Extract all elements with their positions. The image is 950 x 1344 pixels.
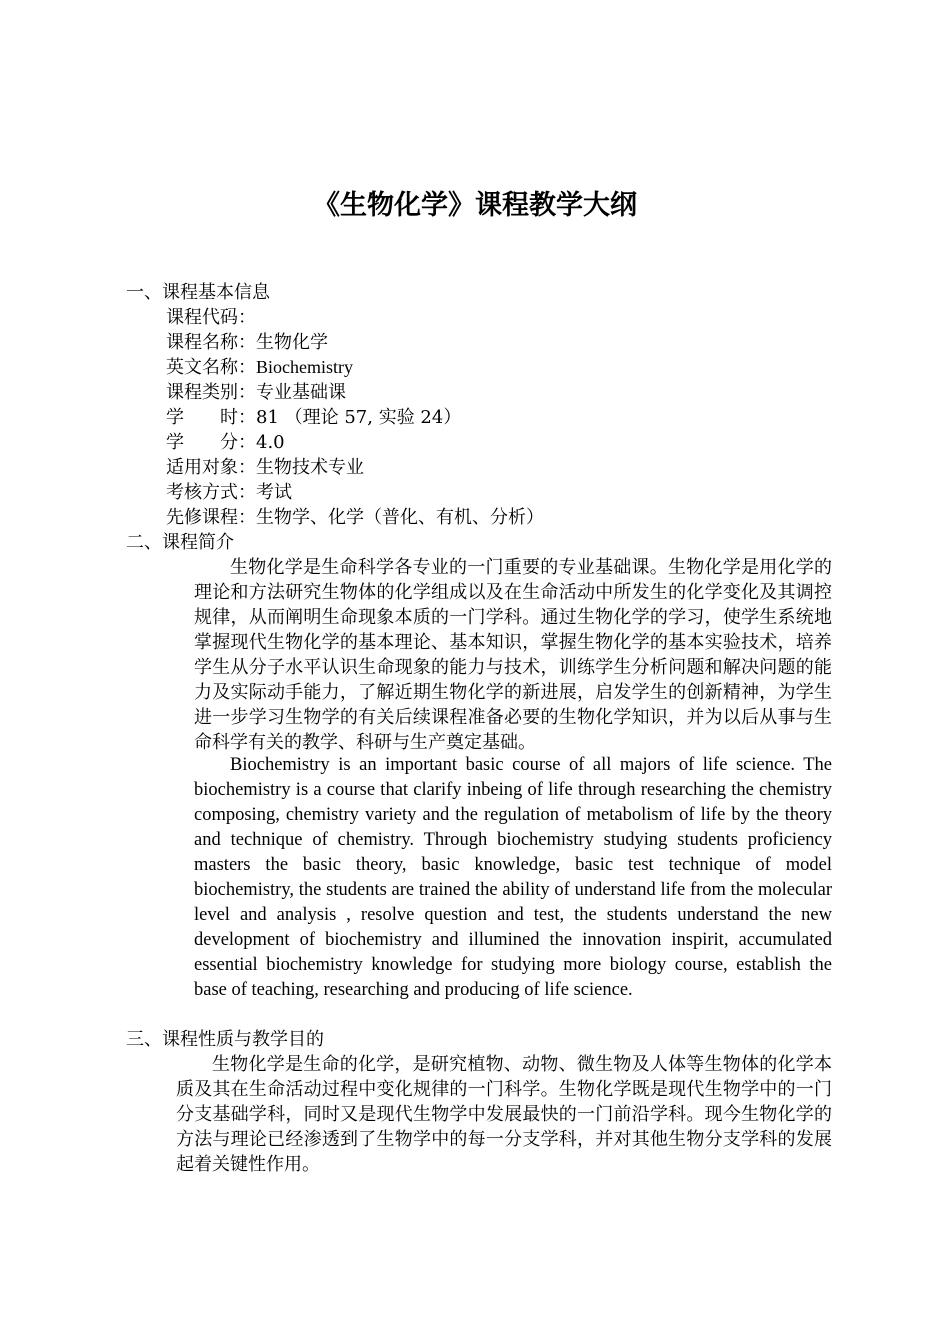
- info-value: 4.0: [256, 432, 285, 453]
- intro-paragraph-english: Biochemistry is an important basic course of all majors of life science. The biochemistry is a course that clarify inbeing of life through researching the chemistry composing, chemistry variety and the regulation of metabolism of life by the theory and technique of chemistry. Through biochemistry studying students proficiency masters the basic theory, basic knowledge, basic test technique of model biochemistry, the students are trained the ability of understand life from the molecular level and analysis , resolve question and test, the students understand the new development of biochemistry and illumined the innovation inspirit, accumulated essential biochemistry knowledge for studying more biology course, establish the base of teaching, researching and producing of life science.: [194, 755, 832, 1000]
- info-row-target-students: [166, 455, 544, 480]
- info-row-credits: [166, 430, 544, 455]
- info-label: 学 分：: [166, 432, 256, 453]
- info-label: 课程类别：: [166, 382, 256, 403]
- info-value: 生物化学: [256, 332, 328, 353]
- info-label: 考核方式：: [166, 482, 256, 503]
- info-row-course-name: [166, 330, 544, 355]
- info-value: Biochemistry: [256, 357, 353, 377]
- info-row-prerequisites: [166, 505, 544, 530]
- nature-paragraph: 生物化学是生命的化学，是研究植物、动物、微生物及人体等生物体的化学本质及其在生命活动过程中变化规律的一门科学。生物化学既是现代生物学中的一门分支基础学科，同时又是现代生物学中发展最快的一门前沿学科。现今生物化学的方法与理论已经渗透到了生物学中的每一分支学科，并对其他生物分支学科的发展起着关键性作用。: [176, 1054, 832, 1175]
- section1-heading: 一、课程基本信息: [126, 282, 270, 303]
- info-value: 考试: [256, 482, 292, 503]
- info-value: 81 （理论 57, 实验 24）: [256, 407, 462, 428]
- info-value: 专业基础课: [256, 382, 346, 403]
- info-label: 先修课程：: [166, 507, 256, 528]
- info-label: 课程名称：: [166, 332, 256, 353]
- info-label: 学 时：: [166, 407, 256, 428]
- info-label: 课程代码：: [166, 307, 256, 328]
- info-row-course-category: [166, 380, 544, 405]
- info-row-assessment: [166, 480, 544, 505]
- info-row-course-code: [166, 305, 544, 330]
- section3-heading: 三、课程性质与教学目的: [126, 1029, 324, 1050]
- info-value: 生物技术专业: [256, 457, 364, 478]
- info-value: 生物学、化学（普化、有机、分析）: [256, 507, 544, 528]
- intro-paragraph-chinese: 生物化学是生命科学各专业的一门重要的专业基础课。生物化学是用化学的理论和方法研究生物体的化学组成以及在生命活动中所发生的化学变化及其调控规律，从而阐明生命现象本质的一门学科。通过生物化学的学习，使学生系统地掌握现代生物化学的基本理论、基本知识，掌握生物化学的基本实验技术，培养学生从分子水平认识生命现象的能力与技术，训练学生分析问题和解决问题的能力及实际动手能力，了解近期生物化学的新进展，启发学生的创新精神，为学生进一步学习生物学的有关后续课程准备必要的生物化学知识，并为以后从事与生命科学有关的教学、科研与生产奠定基础。: [194, 557, 832, 753]
- info-label: 适用对象：: [166, 457, 256, 478]
- info-row-english-name: [166, 355, 544, 380]
- section2-heading: 二、课程简介: [126, 532, 234, 553]
- info-row-hours: [166, 405, 544, 430]
- document-title: 《生物化学》课程教学大纲: [313, 190, 637, 221]
- info-label: 英文名称：: [166, 357, 256, 378]
- course-info-list: [166, 305, 544, 530]
